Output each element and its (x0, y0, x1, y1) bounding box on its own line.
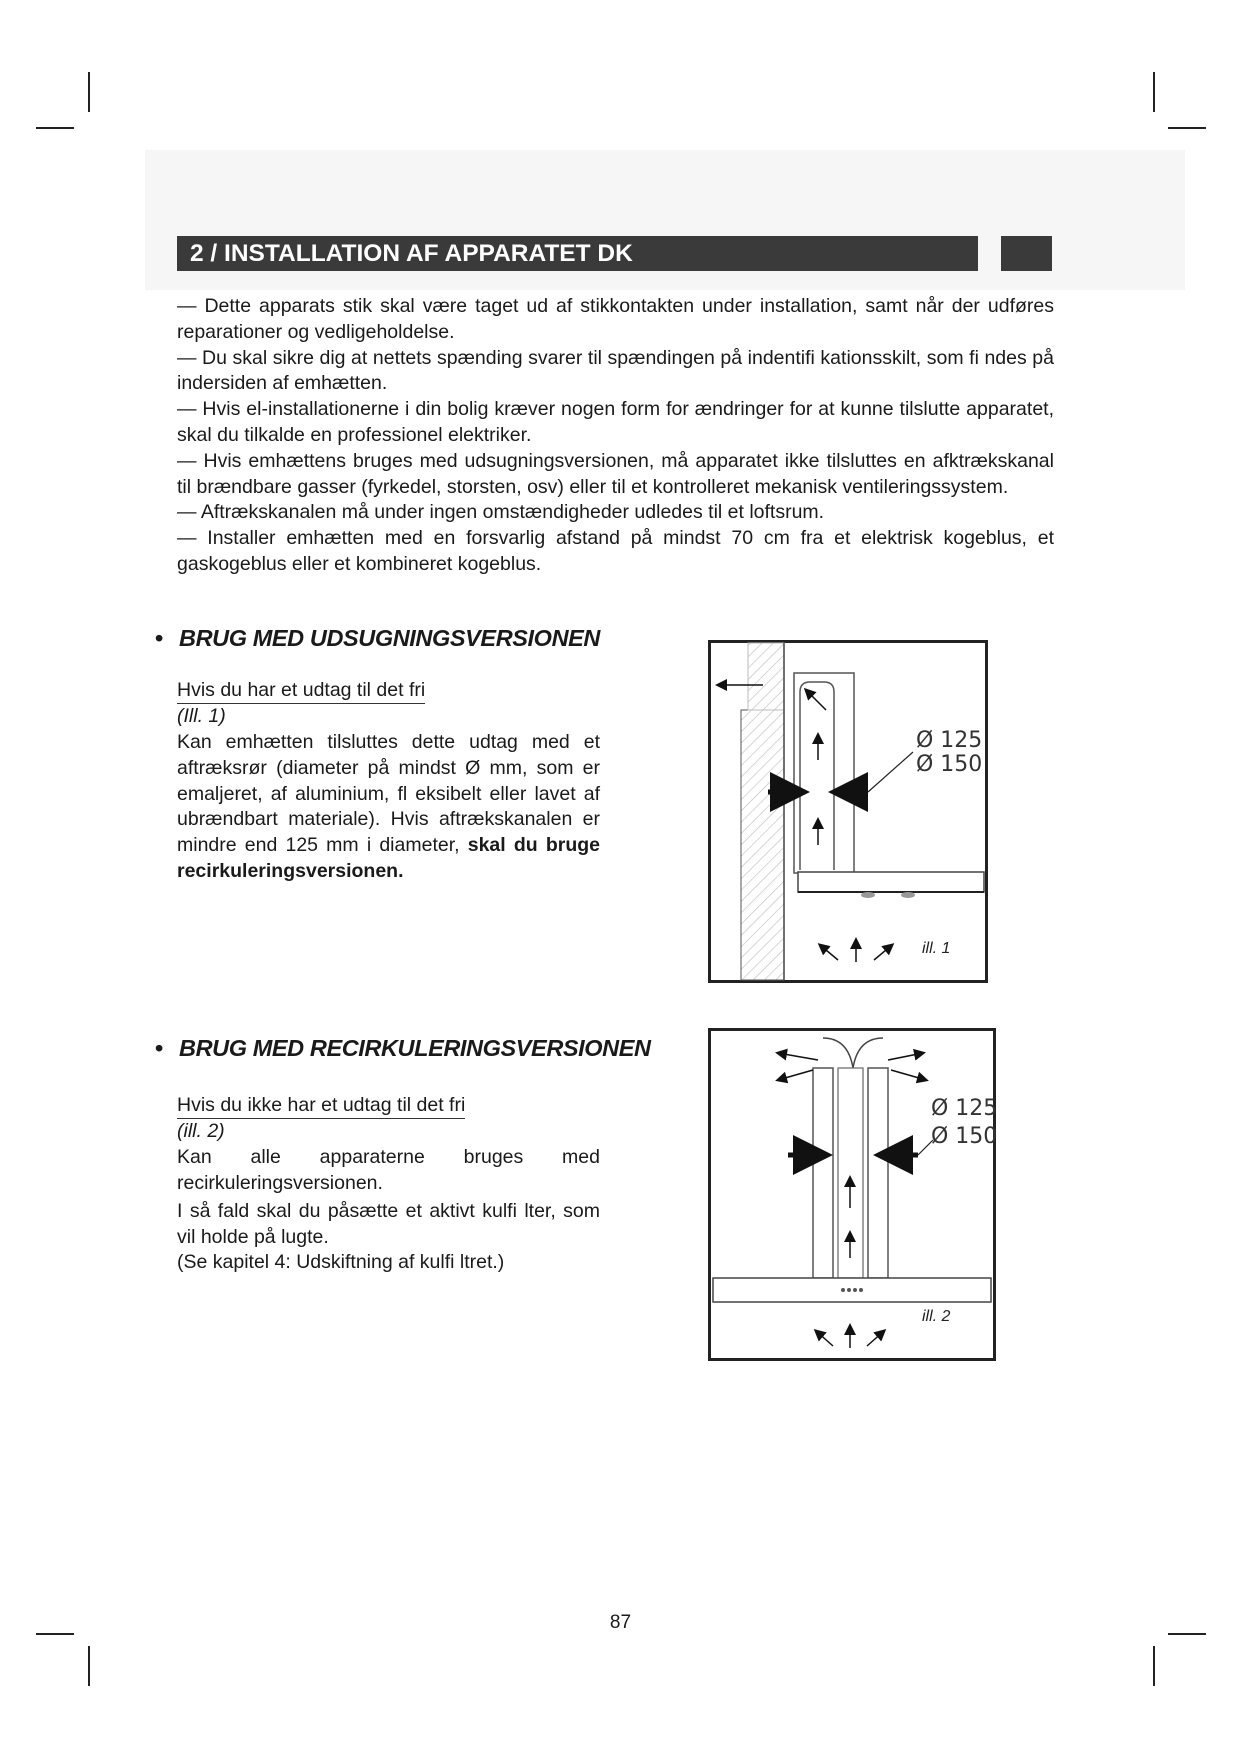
section-title-recirkulering (155, 1035, 651, 1062)
subheading-ikke-udtag: Hvis du ikke har et udtag til det fri (177, 1094, 465, 1119)
crop-mark (1168, 127, 1206, 129)
section2-body-1: Kan alle apparaterne bruges med recirkuleringsversionen. (177, 1146, 600, 1194)
intro-item: — Hvis el-installationerne i din bolig kræver nogen form for ændringer for at kunne tilslutte apparatet, skal du tilkalde en professionel elektriker. (177, 398, 1054, 446)
crop-mark (36, 127, 74, 129)
diameter-label-125: Ø 125 (931, 1096, 998, 1121)
intro-item: — Aftrækskanalen må under ingen omstændigheder udledes til et loftsrum. (177, 501, 825, 524)
diameter-label-150: Ø 150 (931, 1124, 998, 1149)
diameter-label-125: Ø 125 (916, 728, 983, 753)
crop-mark (1153, 1646, 1155, 1686)
header-marker-box (1001, 236, 1052, 271)
intro-list (177, 294, 1054, 578)
section-title-text: BRUG MED RECIRKULERINGSVERSIONEN (179, 1035, 651, 1061)
section1-body-bold: skal du bruge recirkuleringsversionen. (177, 834, 600, 882)
intro-item: — Installer emhætten med en forsvarlig afstand på mindst 70 cm fra et elektrisk kogeblus, et gaskogeblus eller et kombineret kogeblus. (177, 527, 1054, 575)
section2-body-3: (Se kapitel 4: Udskiftning af kulfi ltret.) (177, 1251, 505, 1273)
section1-body-text: Kan emhætten tilsluttes dette udtag med et aftræksrør (diameter på mindst Ø mm, som er emaljeret, af aluminium, fl eksibelt eller lavet af ubrændbart materiale). Hvis aftrækskanalen er mindre end 125 mm i diameter, (177, 731, 600, 857)
control-dot (853, 1288, 857, 1292)
diameter-label-150: Ø 150 (916, 752, 983, 777)
intro-item: — Dette apparats stik skal være taget ud af stikkontakten under installation, samt når der udføres reparationer og vedligeholdelse. (177, 295, 1054, 343)
illustration-1 (708, 640, 988, 985)
crop-mark (1153, 72, 1155, 112)
illustration-reference: (ill. 2) (177, 1120, 225, 1142)
section1-body (177, 730, 600, 885)
control-dot (841, 1288, 845, 1292)
control-dot (847, 1288, 851, 1292)
hood-body (713, 1278, 991, 1302)
intro-item: — Du skal sikre dig at nettets spænding svarer til spændingen på indentifi kationsskilt, som fi ndes på indersiden af emhætten. (177, 346, 1054, 395)
page-number: 87 (609, 1612, 632, 1633)
section-title-text: BRUG MED UDSUGNINGSVERSIONEN (179, 625, 600, 651)
section-title-udsugning (155, 625, 600, 652)
wall-upper (748, 643, 784, 710)
figure-frame (710, 1030, 998, 1360)
subheading-udtag: Hvis du har et udtag til det fri (177, 679, 425, 704)
hood-light (901, 892, 915, 898)
section-header-title: 2 / INSTALLATION AF APPARATET DK (190, 240, 633, 267)
illustration-reference: (Ill. 1) (177, 705, 226, 727)
hood-body (798, 872, 984, 892)
figure-caption: ill. 1 (922, 940, 951, 957)
figure-caption: ill. 2 (922, 1308, 951, 1325)
control-dot (859, 1288, 863, 1292)
wall (741, 710, 784, 980)
crop-mark (88, 72, 90, 112)
section2-body-2: I så fald skal du påsætte et aktivt kulfi lter, som vil holde på lugte. (177, 1200, 600, 1248)
illustration-2 (708, 1028, 998, 1363)
intro-item: — Hvis emhættens bruges med udsugningsversionen, må apparatet ikke tilsluttes en afktrækskanal til brændbare gasser (fyrkedel, storsten, osv) eller til et kontrolleret mekanisk ventileringssystem. (177, 449, 1054, 498)
bullet: • (155, 625, 163, 651)
crop-mark (88, 1646, 90, 1686)
hood-light (861, 892, 875, 898)
bullet: • (155, 1035, 163, 1061)
section-header (177, 236, 978, 271)
